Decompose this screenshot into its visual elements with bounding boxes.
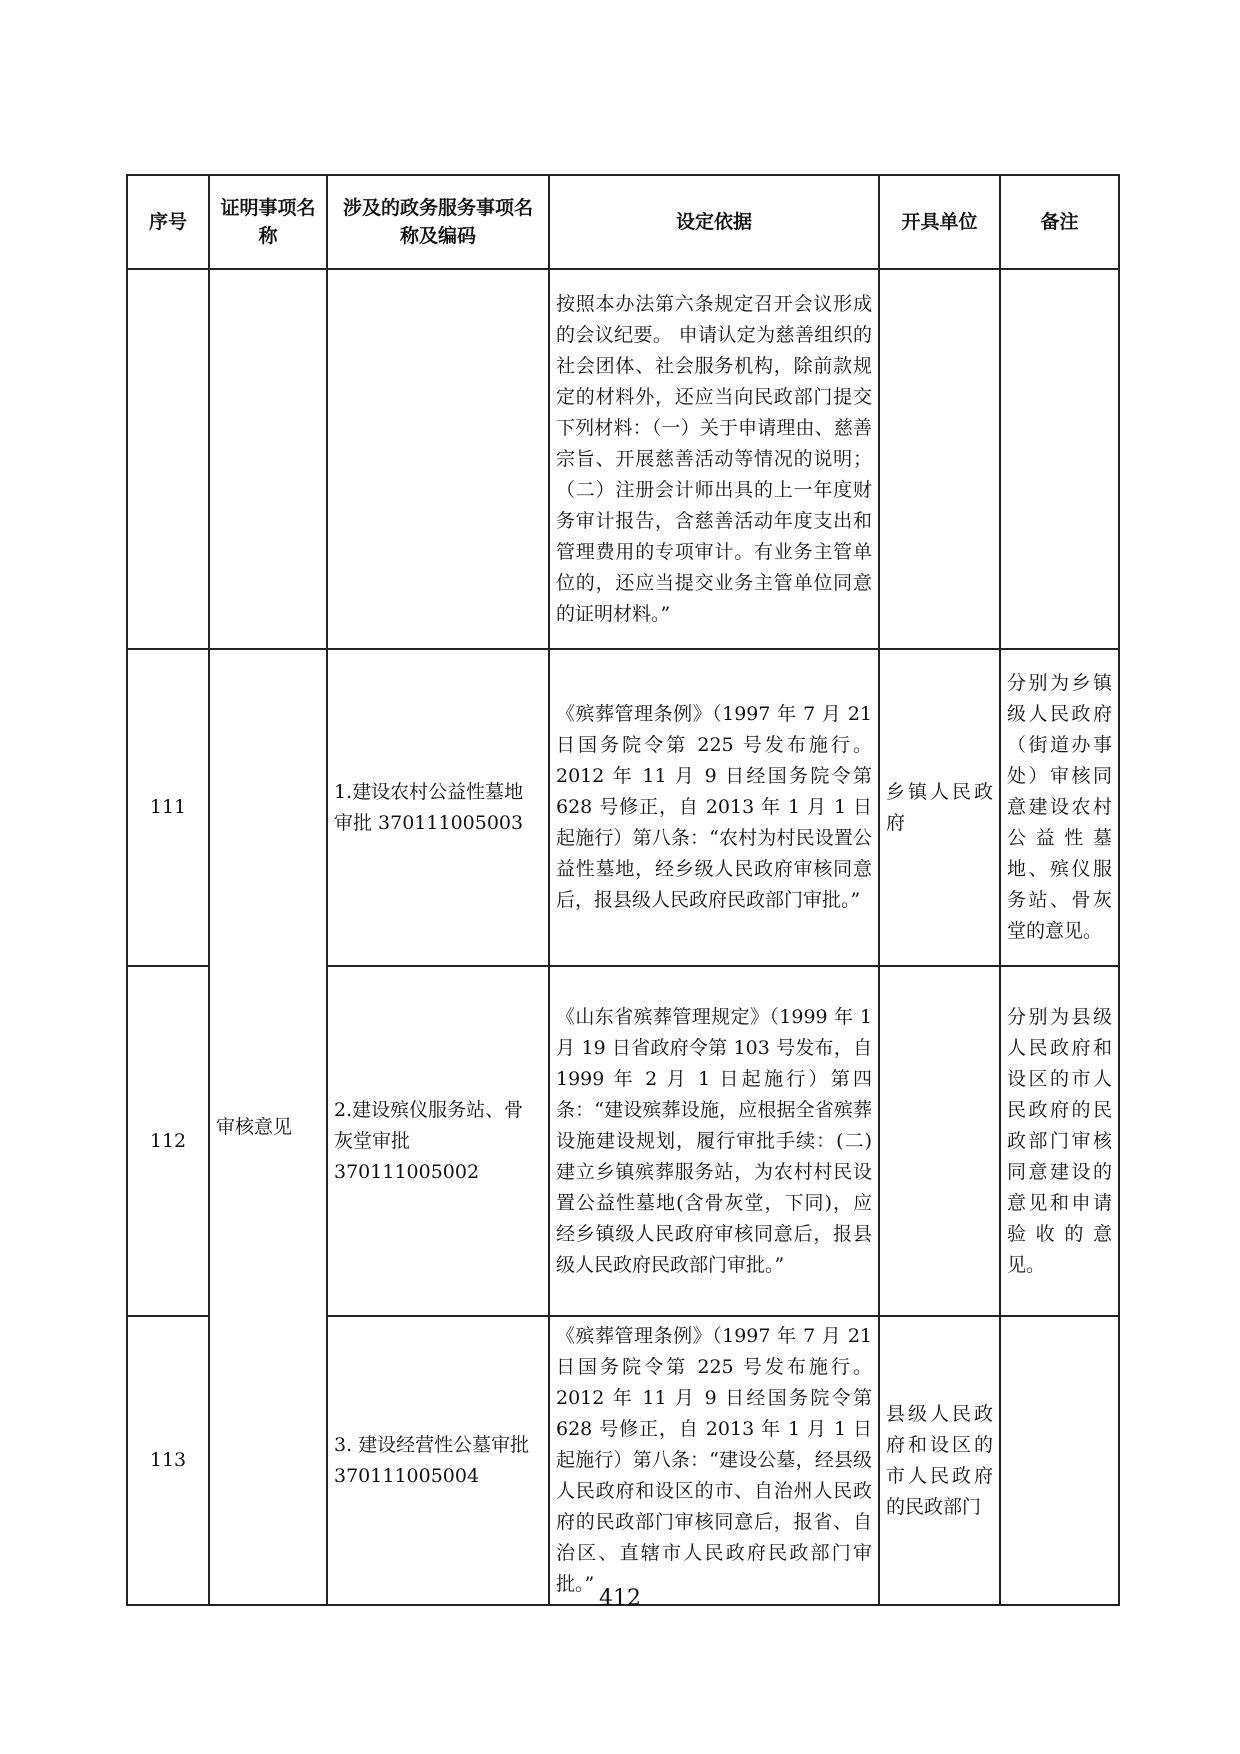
cell-basis: 《山东省殡葬管理规定》（1999 年 1 月 19 日省政府令第 103 号发布，自 1999 年 2 月 1 日起施行）第四条：“建设殡葬设施，应根据全省殡葬设施建设规划，履行审批手续：(二)建立乡镇殡葬服务站，为农村村民设置公益性墓地(含骨灰堂，下同)，应经乡镇级人民政府审核同意后，报县级人民政府民政部门审批。” (549, 966, 879, 1316)
cell-remark: 分别为乡镇级人民政府（街道办事处）审核同意建设农村公益性墓地、殡仪服务站、骨灰堂的意见。 (1000, 649, 1119, 966)
cell-service: 2.建设殡仪服务站、骨灰堂审批 370111005002 (327, 966, 549, 1316)
table-row-continued (127, 269, 1119, 649)
cell-basis: 按照本办法第六条规定召开会议形成的会议纪要。 申请认定为慈善组织的社会团体、社会服务机构，除前款规定的材料外，还应当向民政部门提交下列材料：（一）关于申请理由、慈善宗旨、开展慈善活动等情况的说明；（二）注册会计师出具的上一年度财务审计报告，含慈善活动年度支出和管理费用的专项审计。有业务主管单位的，还应当提交业务主管单位同意的证明材料。” (549, 269, 879, 649)
cell-service (327, 269, 549, 649)
cell-issuer (879, 966, 1000, 1316)
cell-remark: 分别为县级人民政府和设区的市人民政府的民政部门审核同意建设的意见和申请验收的意见。 (1000, 966, 1119, 1316)
cell-seq: 113 (127, 1316, 209, 1605)
cell-proof-name: 审核意见 (209, 649, 327, 1605)
header-basis: 设定依据 (549, 175, 879, 269)
cell-proof-name (209, 269, 327, 649)
cell-issuer (879, 269, 1000, 649)
cell-seq: 112 (127, 966, 209, 1316)
header-proof-name: 证明事项名称 (209, 175, 327, 269)
table-row (127, 649, 1119, 966)
cell-seq: 111 (127, 649, 209, 966)
cell-remark (1000, 269, 1119, 649)
cell-issuer: 县级人民政府和设区的市人民政府的民政部门 (879, 1316, 1000, 1605)
cell-seq (127, 269, 209, 649)
cell-remark (1000, 1316, 1119, 1605)
header-seq: 序号 (127, 175, 209, 269)
cell-basis: 《殡葬管理条例》（1997 年 7 月 21 日国务院令第 225 号发布施行。2012 年 11 月 9 日经国务院令第 628 号修正，自 2013 年 1 月 1 日起施行）第八条：“农村为村民设置公益性墓地，经乡级人民政府审核同意后，报县级人民政府民政部门审批。” (549, 649, 879, 966)
header-service: 涉及的政务服务事项名称及编码 (327, 175, 549, 269)
table-header-row (127, 175, 1119, 269)
cell-service: 1.建设农村公益性墓地审批 370111005003 (327, 649, 549, 966)
header-remark: 备注 (1000, 175, 1119, 269)
cell-service: 3. 建设经营性公墓审批 370111005004 (327, 1316, 549, 1605)
page-number: 412 (599, 1586, 641, 1611)
cell-basis: 《殡葬管理条例》（1997 年 7 月 21 日国务院令第 225 号发布施行。2012 年 11 月 9 日经国务院令第 628 号修正，自 2013 年 1 月 1 日起施行）第八条：“建设公墓，经县级人民政府和设区的市、自治州人民政府的民政部门审核同意后，报省、自治区、直辖市人民政府民政部门审批。” (549, 1316, 879, 1605)
cell-issuer: 乡镇人民政府 (879, 649, 1000, 966)
header-issuer: 开具单位 (879, 175, 1000, 269)
proof-items-table (126, 174, 1120, 1606)
